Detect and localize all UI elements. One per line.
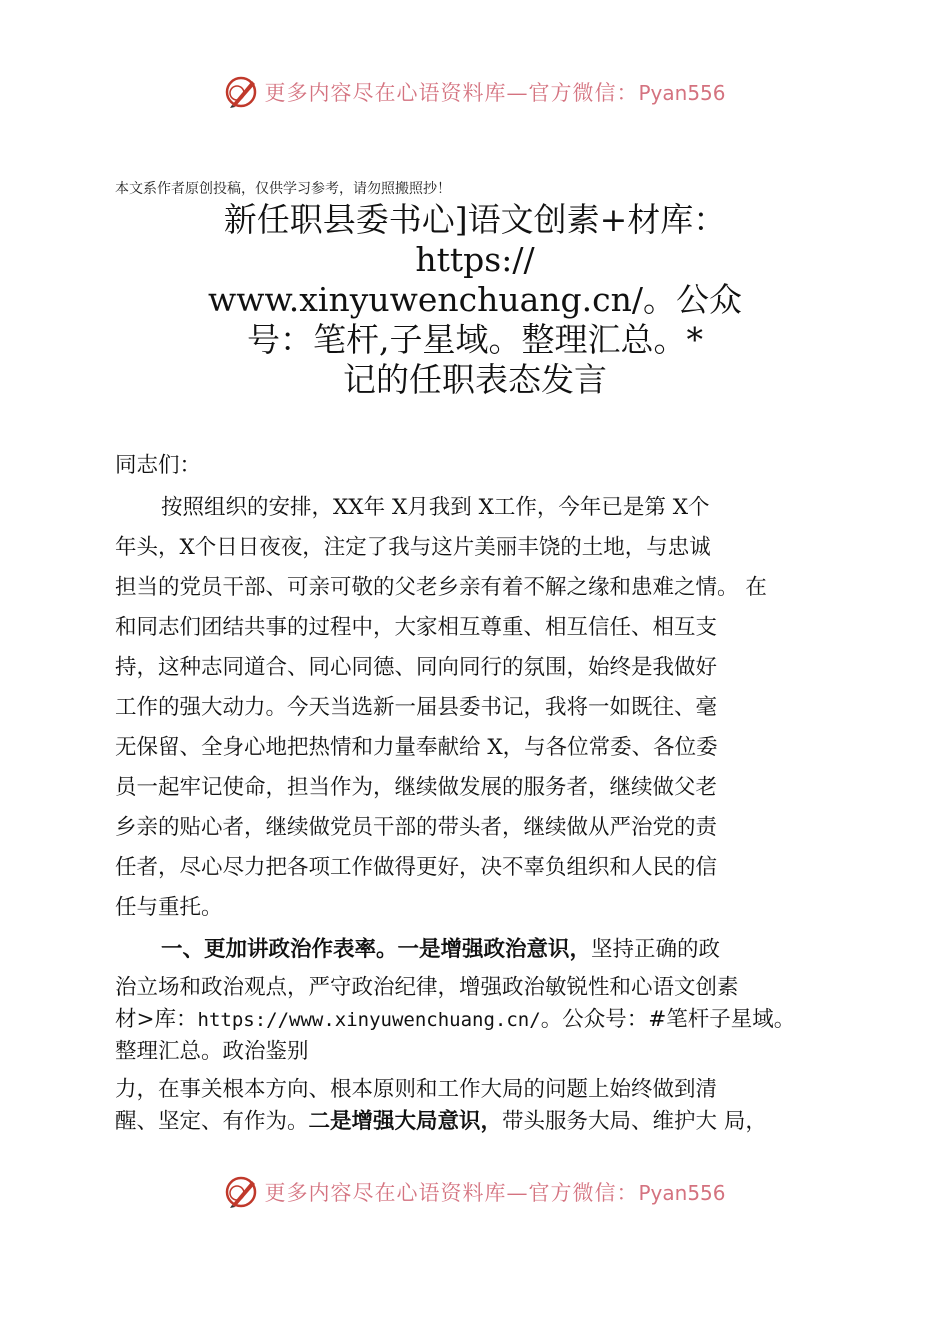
body-line: 工作的强大动力。今天当选新一届县委书记，我将一如既往、毫 xyxy=(115,695,718,720)
title-line: 号：笔杆,子星域。整理汇总。* xyxy=(247,320,703,359)
footer-banner xyxy=(0,1170,950,1214)
banner-wechat-id: Pyan556 xyxy=(638,81,726,105)
body-line: 乡亲的贴心者，继续做党员干部的带头者，继续做从严治党的责 xyxy=(115,815,718,840)
pen-logo-icon xyxy=(224,1175,258,1209)
section-text: 材>库： xyxy=(115,1007,198,1032)
body-line: 无保留、全身心地把热情和力量奉献给 X，与各位常委、各位委 xyxy=(115,735,718,760)
section-line: 力，在事关根本方向、根本原则和工作大局的问题上始终做到清 xyxy=(115,1077,718,1102)
header-banner xyxy=(0,70,950,114)
sub-heading-political-awareness: 一是增强政治意识， xyxy=(397,937,592,962)
title-line: 新任职县委书心]语文创素+材库： xyxy=(223,200,727,239)
section-line: 治立场和政治观点，严守政治纪律，增强政治敏锐性和心语文创素 xyxy=(115,975,739,1000)
body-line: 持，这种志同道合、同心同德、同向同行的氛围，始终是我做好 xyxy=(115,655,718,680)
section-line xyxy=(115,1106,875,1138)
copyright-notice: 本文系作者原创投稿，仅供学习参考，请勿照搬照抄！ xyxy=(115,181,451,197)
section-1-tail xyxy=(115,1074,875,1138)
section-text: 带头服务大局、维护大 局， xyxy=(502,1109,767,1134)
banner-text xyxy=(264,77,725,107)
body-line: 担当的党员干部、可亲可敬的父老乡亲有着不解之缘和患难之情。 在 xyxy=(115,575,767,600)
title-line: 记的任职表态发言 xyxy=(343,360,607,399)
section-text: 醒、坚定、有作为。 xyxy=(115,1109,309,1134)
banner-text xyxy=(264,1177,725,1207)
section-line xyxy=(115,1004,875,1036)
body-paragraph xyxy=(115,488,855,928)
banner-slogan: 更多内容尽在心语资料库—官方微信： xyxy=(264,1181,639,1205)
section-1-first-line xyxy=(115,930,855,970)
body-line: 员一起牢记使命，担当作为，继续做发展的服务者，继续做父老 xyxy=(115,775,718,800)
section-text: 坚持正确的政 xyxy=(591,937,721,962)
banner-wechat-id: Pyan556 xyxy=(638,1181,726,1205)
section-1-continued xyxy=(115,972,875,1068)
section-heading: 一、更加讲政治作表率。 xyxy=(161,937,398,962)
sub-heading-overall-awareness: 二是增强大局意识， xyxy=(308,1109,503,1134)
title-line: www.xinyuwenchuang.cn/。公众 xyxy=(207,280,743,319)
body-line: 按照组织的安排，XX年 X月我到 X工作，今年已是第 X个 xyxy=(161,495,710,520)
section-text: 。公众号：#笔杆子星域。 xyxy=(540,1007,796,1032)
website-url: https://www.xinyuwenchuang.cn/ xyxy=(197,1009,541,1031)
title-line: https:// xyxy=(415,240,535,279)
banner-slogan: 更多内容尽在心语资料库—官方微信： xyxy=(264,81,639,105)
document-title xyxy=(140,200,810,400)
pen-logo-icon xyxy=(224,75,258,109)
body-line: 年头，X个日日夜夜，注定了我与这片美丽丰饶的土地，与忠诚 xyxy=(115,535,711,560)
section-line: 整理汇总。政治鉴别 xyxy=(115,1039,309,1064)
salutation: 同志们： xyxy=(115,453,202,478)
section-1 xyxy=(115,930,855,970)
body-line: 和同志们团结共事的过程中，大家相互尊重、相互信任、相互支 xyxy=(115,615,718,640)
body-line: 任与重托。 xyxy=(115,895,223,920)
body-line: 任者，尽心尽力把各项工作做得更好，决不辜负组织和人民的信 xyxy=(115,855,718,880)
